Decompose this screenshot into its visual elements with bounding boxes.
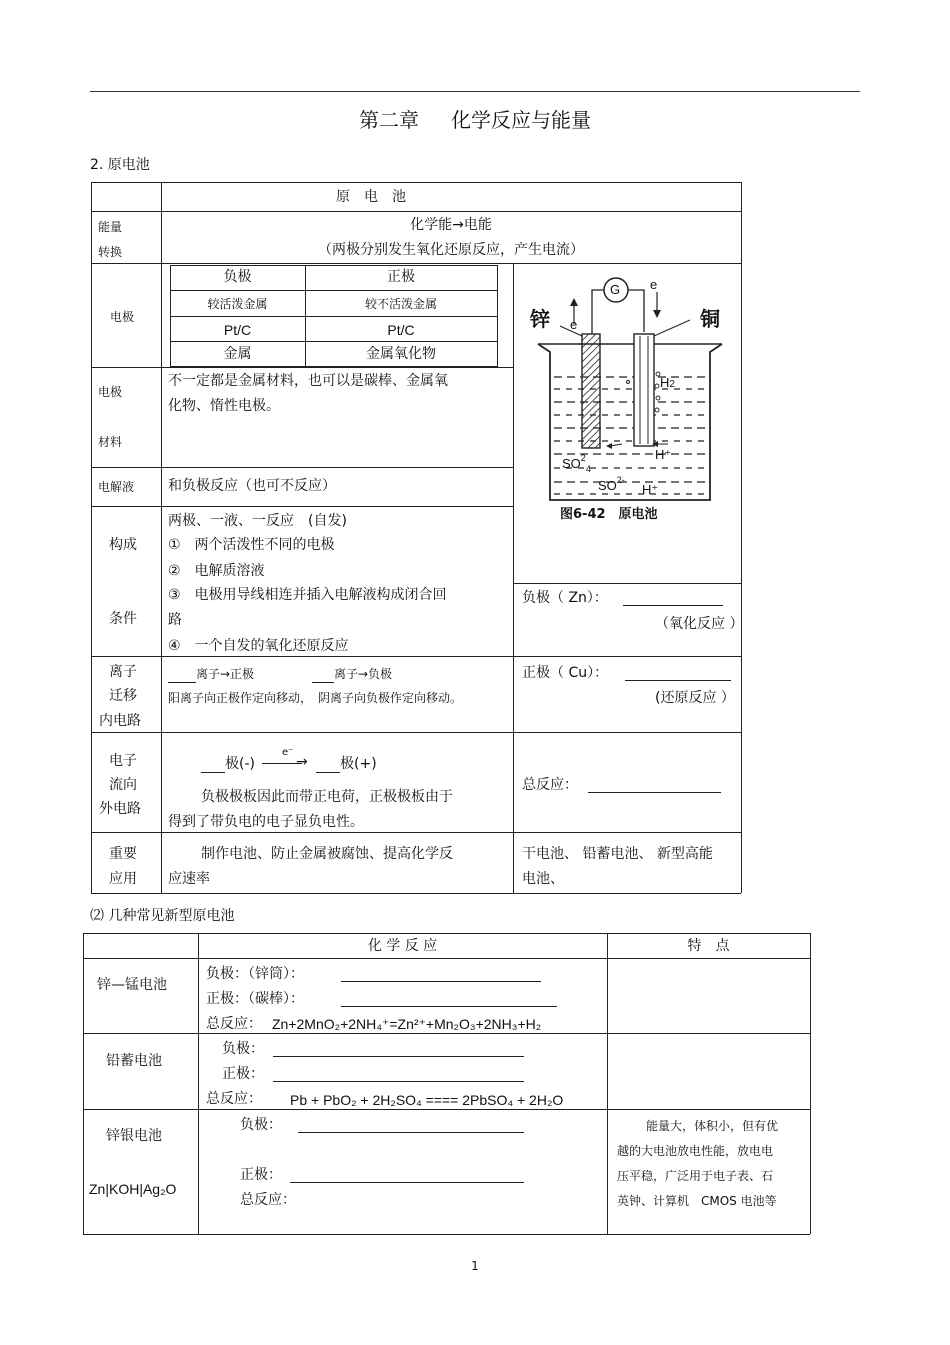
electron-arrow [262, 747, 310, 771]
material-text-2: 化物、惰性电极。 [168, 398, 280, 414]
figure-caption: 图6-42 原电池 [560, 507, 658, 522]
section-heading-1: 2. 原电池 [90, 157, 150, 173]
pb-positive: 正极： [222, 1066, 264, 1082]
row-label-electrolyte: 电解液 [98, 480, 135, 494]
condition-item: ② 电解质溶液 [168, 563, 265, 579]
total-reaction-label: 总反应： [522, 777, 578, 793]
zm-total-label: 总反应： [206, 1016, 262, 1032]
electrode-head-positive: 正极 [387, 269, 415, 285]
section-heading-2: ⑵ 几种常见新型原电池 [90, 908, 235, 924]
electron-neg: 极(-) [225, 756, 255, 772]
app-right-2: 电池、 [522, 871, 564, 887]
column-head-reaction: 化 学 反 应 [367, 938, 438, 954]
positive-electrode-label: 正极（ Cu）： [522, 665, 609, 681]
copper-label: 铜 [700, 307, 720, 331]
so4-text-1: SO [562, 456, 581, 471]
table-head: 原 电 池 [336, 189, 406, 205]
energy-text-1: 化学能→电能 [410, 217, 492, 233]
electrode-cell: 金属 [223, 346, 252, 362]
ag-positive: 正极： [240, 1167, 282, 1183]
row-label-electron-3: 外电路 [99, 801, 141, 817]
ag-negative: 负极： [240, 1117, 282, 1133]
electrode-cell: Pt/C [387, 322, 415, 338]
electrode-cell: 金属氧化物 [366, 346, 436, 362]
ion-text-2: 阳离子向正极作定向移动， 阴离子向负极作定向移动。 [168, 691, 463, 705]
hydrogen-ion-label-2: H⁺ [642, 482, 659, 497]
feature-text: 英钟、计算机 CMOS 电池等 [617, 1194, 777, 1208]
column-head-feature: 特 点 [687, 938, 730, 954]
battery-name-zinc-silver: 锌银电池 [106, 1128, 162, 1144]
material-text-1: 不一定都是金属材料，也可以是碳棒、金属氧 [168, 373, 448, 389]
so4-subscript-1: 4 [585, 464, 591, 474]
zinc-silver-formula: Zn|KOH|Ag₂O [89, 1181, 177, 1197]
h2-label [660, 374, 675, 394]
condition-item-cont: 路 [168, 612, 182, 628]
blank-line [625, 663, 731, 681]
condition-item: ④ 一个自发的氧化还原反应 [168, 638, 349, 654]
electrode-cell: Pt/C [223, 322, 252, 338]
electrolyte-text: 和负极反应（也可不反应） [168, 478, 336, 494]
row-label-energy-1: 能量 [98, 220, 123, 234]
chapter-number: 第二章 [359, 108, 419, 132]
sulfate-label-2 [598, 477, 625, 496]
reduction-note: (还原反应 ） [655, 690, 735, 706]
blank-line [341, 964, 541, 982]
row-label-electron-1: 电子 [109, 753, 137, 769]
so4-text-2: SO [598, 478, 617, 493]
electron-pos: 极(+) [340, 756, 377, 772]
blank-line [588, 775, 721, 793]
electron-label-1: e [650, 277, 658, 292]
arrow-head: → [296, 754, 308, 770]
chapter-title: 化学反应与能量 [451, 108, 591, 132]
zm-negative: 负极：（锌筒）： [206, 966, 304, 982]
zm-equation: Zn+2MnO₂+2NH₄⁺=Zn²⁺+Mn₂O₃+2NH₃+H₂ [272, 1016, 542, 1032]
pb-equation: Pb + PbO₂ + 2H₂SO₄ ==== 2PbSO₄ + 2H₂O [290, 1092, 564, 1108]
feature-text: 能量大，体积小，但有优 [646, 1119, 779, 1133]
page-number: 1 [471, 1259, 479, 1273]
row-label-app-1: 重要 [109, 846, 137, 862]
condition-item: ③ 电极用导线相连并插入电解液构成闭合回 [168, 587, 447, 603]
blank-line [290, 1165, 524, 1183]
blank-line [623, 588, 723, 606]
row-label-app-2: 应用 [109, 871, 137, 887]
app-text-2: 应速率 [168, 871, 210, 887]
app-text-1: 制作电池、防止金属被腐蚀、提高化学反 [201, 846, 453, 862]
row-label-condition-1: 构成 [109, 537, 137, 553]
h2-subscript: 2 [669, 379, 675, 390]
electron-text-2: 负极极板因此而带正电荷，正极极板由于 [201, 789, 453, 805]
row-label-ion-1: 离子 [109, 664, 137, 680]
row-label-condition-2: 条件 [109, 611, 137, 627]
electrode-cell: 较不活泼金属 [364, 297, 437, 311]
condition-summary: 两极、一液、一反应 (自发) [168, 513, 347, 529]
blank-line [201, 772, 225, 773]
electron-symbol: e⁻ [282, 747, 294, 758]
pb-negative: 负极： [222, 1041, 264, 1057]
row-label-electron-2: 流向 [109, 777, 137, 793]
ion-text-a: 离子→正极 [196, 667, 255, 681]
row-label-ion-2: 迁移 [109, 688, 137, 704]
electron-label-2: e [570, 317, 578, 332]
zinc-label: 锌 [530, 307, 550, 331]
ion-text-b: 离子→负极 [334, 667, 393, 681]
blank-line [341, 989, 557, 1007]
sulfate-label-1 [562, 455, 591, 474]
hydrogen-ion-label-1: H⁺ [655, 447, 672, 462]
so4-charge-1: 2 [580, 453, 586, 463]
electrode-head-negative: 负极 [223, 269, 252, 285]
galvanometer-label: G [610, 282, 621, 297]
row-label-material-1: 电极 [98, 385, 123, 399]
row-label-material-2: 材料 [98, 435, 123, 449]
energy-text-2: （两极分别发生氧化还原反应，产生电流） [318, 242, 584, 258]
ag-total-label: 总反应： [240, 1192, 296, 1208]
page-title [0, 104, 950, 133]
negative-electrode-label: 负极（ Zn）： [522, 590, 608, 606]
row-label-ion-3: 内电路 [99, 713, 141, 729]
battery-name-zinc-manganese: 锌—锰电池 [97, 977, 167, 993]
blank-line [316, 772, 340, 773]
blank-line [168, 682, 196, 683]
electrolyte-solution [554, 377, 706, 494]
oxidation-note: （氧化反应 ） [655, 616, 744, 632]
blank-line [298, 1115, 524, 1133]
battery-name-lead-acid: 铅蓄电池 [106, 1053, 162, 1069]
zm-positive: 正极：（碳棒）： [206, 991, 304, 1007]
galvanic-cell-figure [530, 272, 730, 527]
condition-item: ① 两个活泼性不同的电极 [168, 537, 335, 553]
row-label-energy-2: 转换 [98, 245, 123, 259]
blank-line [312, 682, 334, 683]
app-right-1: 干电池、 铅蓄电池、 新型高能 [522, 846, 713, 862]
feature-text: 越的大电池放电性能，放电电 [617, 1144, 774, 1158]
feature-text: 压平稳，广泛用于电子表、石 [617, 1169, 774, 1183]
header-rule [90, 91, 860, 92]
h2-text: H [660, 375, 670, 390]
electron-text-3: 得到了带负电的电子显负电性。 [168, 814, 364, 830]
blank-line [273, 1039, 524, 1057]
zinc-electrode [582, 334, 600, 448]
copper-electrode [634, 334, 654, 446]
so4-charge-2: 2- [616, 475, 625, 485]
blank-line [273, 1064, 524, 1082]
electrode-cell: 较活泼金属 [207, 297, 268, 311]
pb-total-label: 总反应： [206, 1091, 262, 1107]
row-label-electrode: 电极 [110, 310, 135, 324]
